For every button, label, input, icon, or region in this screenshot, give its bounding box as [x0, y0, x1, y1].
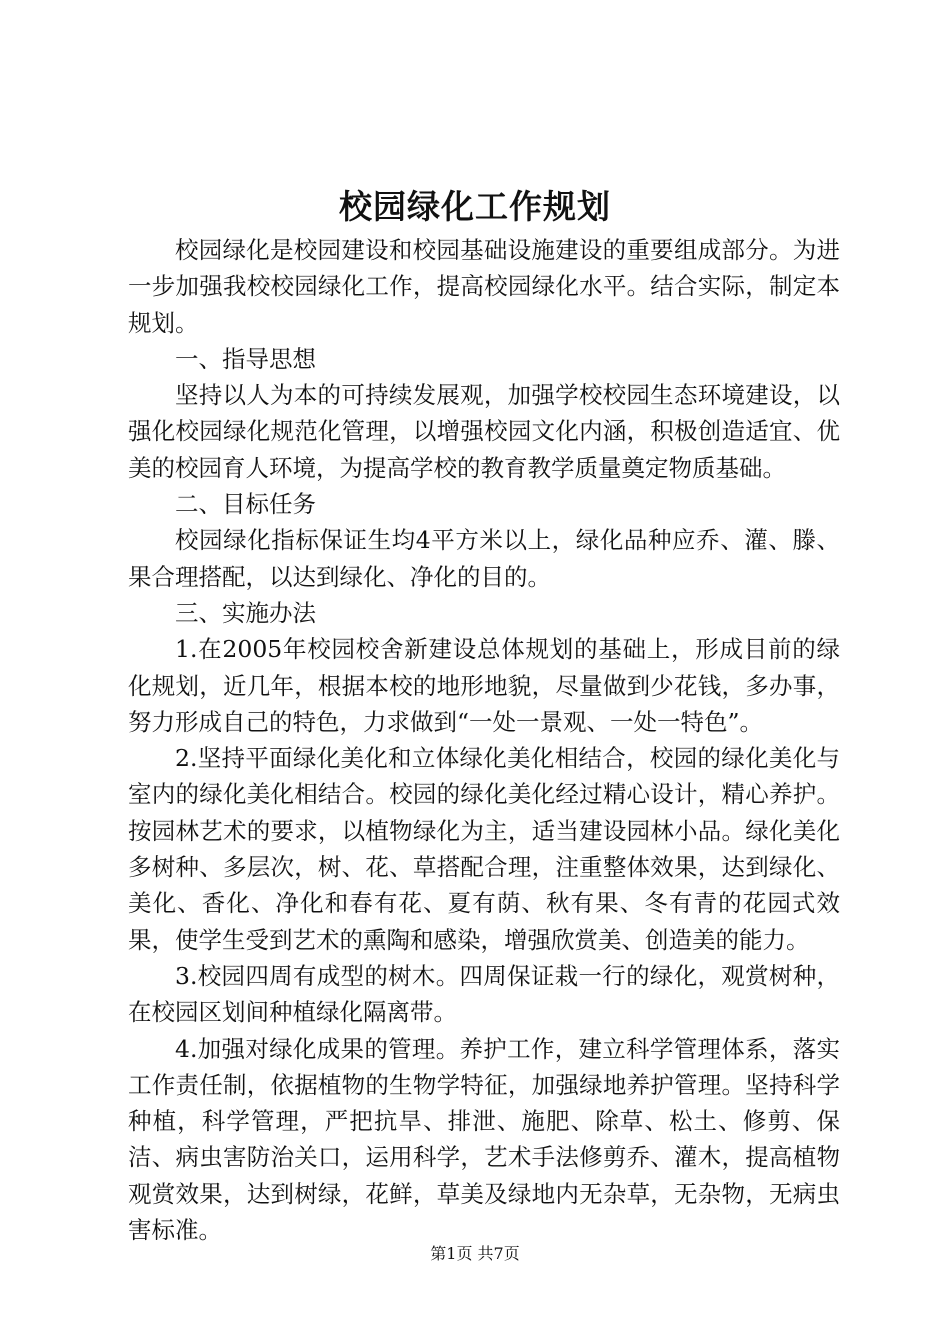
objectives-paragraph: 校园绿化指标保证生均4平方米以上，绿化品种应乔、灌、滕、果合理搭配，以达到绿化、净化的目的。: [128, 526, 840, 591]
section-heading-implementation: 三、实施办法: [175, 598, 316, 627]
document-title: 校园绿化工作规划: [339, 187, 611, 226]
page-number-footer: 第1页 共7页: [430, 1244, 520, 1263]
section-heading-guiding-ideology: 一、指导思想: [175, 344, 316, 373]
document-body: [128, 232, 840, 1248]
implementation-item-3: 3.校园四周有成型的树木。四周保证栽一行的绿化，观赏树种，在校园区划间种植绿化隔离带。: [128, 961, 840, 1027]
section-heading-objectives: 二、目标任务: [175, 490, 316, 519]
intro-paragraph: 校园绿化是校园建设和校园基础设施建设的重要组成部分。为进一步加强我校校园绿化工作，提高校园绿化水平。结合实际，制定本规划。: [128, 236, 840, 337]
guiding-ideology-paragraph: 坚持以人为本的可持续发展观，加强学校校园生态环境建设，以强化校园绿化规范化管理，以增强校园文化内涵，积极创造适宜、优美的校园育人环境，为提高学校的教育教学质量奠定物质基础。: [128, 381, 840, 482]
implementation-item-4: 4.加强对绿化成果的管理。养护工作，建立科学管理体系，落实工作责任制，依据植物的生物学特征，加强绿地养护管理。坚持科学种植，科学管理，严把抗旱、排泄、施肥、除草、松土、修剪、保洁、病虫害防治关口，运用科学，艺术手法修剪乔、灌木，提高植物观赏效果，达到树绿，花鲜，草美及绿地内无杂草，无杂物，无病虫害标准。: [128, 1034, 840, 1245]
implementation-item-2: 2.坚持平面绿化美化和立体绿化美化相结合，校园的绿化美化与室内的绿化美化相结合。校园的绿化美化经过精心设计，精心养护。按园林艺术的要求，以植物绿化为主，适当建设园林小品。绿化美化多树种、多层次，树、花、草搭配合理，注重整体效果，达到绿化、美化、香化、净化和春有花、夏有荫、秋有果、冬有青的花园式效果，使学生受到艺术的熏陶和感染，增强欣赏美、创造美的能力。: [128, 744, 840, 954]
implementation-item-1: 1.在2005年校园校舍新建设总体规划的基础上，形成目前的绿化规划，近几年，根据本校的地形地貌，尽量做到少花钱，多办事，努力形成自己的特色，力求做到“一处一景观、一处一特色”。: [128, 635, 840, 736]
